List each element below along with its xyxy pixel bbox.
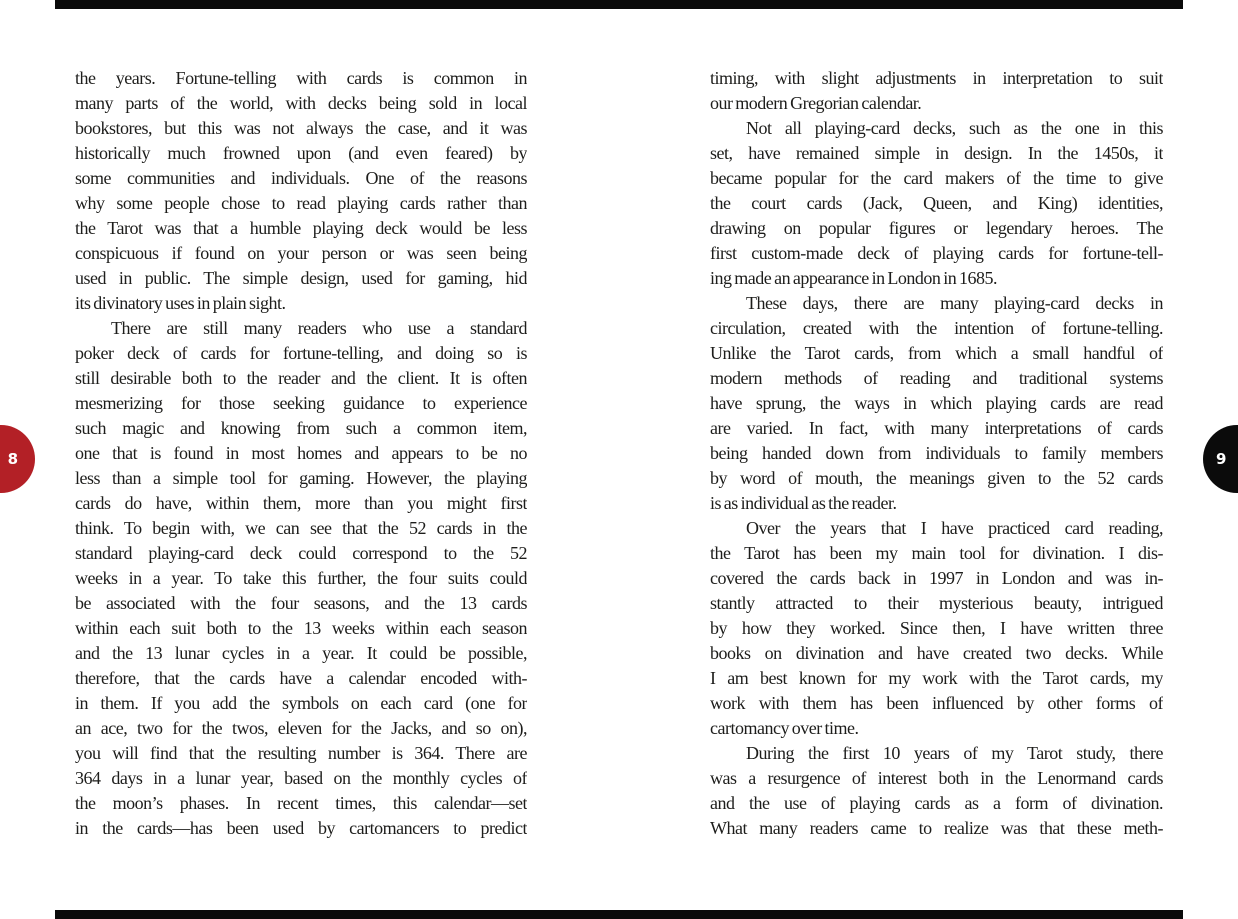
right-page-number-badge [1203, 425, 1238, 493]
text-line: think. To begin with, we can see that the 52 cards in the [75, 518, 527, 538]
text-line: is as individual as the reader. [710, 493, 897, 513]
text-line: There are still many readers who use a standard [111, 318, 527, 338]
text-line: drawing on popular figures or legendary heroes. The [710, 218, 1163, 238]
text-line: I am best known for my work with the Tarot cards, my [710, 668, 1163, 688]
text-line: one that is found in most homes and appears to be no [75, 443, 527, 463]
text-line: our modern Gregorian calendar. [710, 93, 922, 113]
text-line: first custom-made deck of playing cards for fortune-tell- [710, 243, 1163, 263]
text-line: cards do have, within them, more than you might first [75, 493, 527, 513]
text-line: the court cards (Jack, Queen, and King) identities, [710, 193, 1163, 213]
text-line: set, have remained simple in design. In the 1450s, it [710, 143, 1163, 163]
text-line: became popular for the card makers of the time to give [710, 168, 1163, 188]
text-line: Unlike the Tarot cards, from which a small handful of [710, 343, 1163, 363]
text-line: work with them has been influenced by other forms of [710, 693, 1163, 713]
text-line: the years. Fortune-telling with cards is common in [75, 68, 527, 88]
text-line: was a resurgence of interest both in the Lenormand cards [710, 768, 1163, 788]
text-line: the moon’s phases. In recent times, this calendar—set [75, 793, 527, 813]
text-line: timing, with slight adjustments in interpretation to suit [710, 68, 1163, 88]
text-line: an ace, two for the twos, eleven for the Jacks, and so on), [75, 718, 527, 738]
text-line: and the 13 lunar cycles in a year. It could be possible, [75, 643, 527, 663]
text-line: weeks in a year. To take this further, the four suits could [75, 568, 527, 588]
text-line: circulation, created with the intention of fortune-telling. [710, 318, 1163, 338]
text-line: bookstores, but this was not always the case, and it was [75, 118, 527, 138]
text-line: you will find that the resulting number is 364. There are [75, 743, 527, 763]
text-line: less than a simple tool for gaming. However, the playing [75, 468, 527, 488]
text-line: some communities and individuals. One of the reasons [75, 168, 527, 188]
text-line: its divinatory uses in plain sight. [75, 293, 286, 313]
text-line: Over the years that I have practiced card reading, [746, 518, 1163, 538]
bottom-bleed-bar [55, 910, 1183, 919]
text-line: in them. If you add the symbols on each card (one for [75, 693, 527, 713]
text-line: These days, there are many playing-card decks in [746, 293, 1163, 313]
text-line: by word of mouth, the meanings given to the 52 cards [710, 468, 1163, 488]
text-line: still desirable both to the reader and the client. It is often [75, 368, 527, 388]
top-bleed-bar [55, 0, 1183, 9]
left-page-number-badge [0, 425, 35, 493]
text-line: many parts of the world, with decks being sold in local [75, 93, 527, 113]
text-line: What many readers came to realize was that these meth- [710, 818, 1163, 838]
text-line: historically much frowned upon (and even feared) by [75, 143, 527, 163]
text-line: cartomancy over time. [710, 718, 859, 738]
text-line: books on divination and have created two decks. While [710, 643, 1163, 663]
text-line: therefore, that the cards have a calendar encoded with- [75, 668, 527, 688]
text-line: ing made an appearance in London in 1685. [710, 268, 997, 288]
text-line: such magic and knowing from such a common item, [75, 418, 527, 438]
text-line: used in public. The simple design, used for gaming, hid [75, 268, 527, 288]
text-line: mesmerizing for those seeking guidance to experience [75, 393, 527, 413]
text-line: conspicuous if found on your person or was seen being [75, 243, 527, 263]
left-page-number: 8 [7, 450, 18, 468]
text-line: in the cards—has been used by cartomancers to predict [75, 818, 527, 838]
text-line: 364 days in a lunar year, based on the monthly cycles of [75, 768, 527, 788]
right-page-text-column [710, 66, 1163, 841]
text-line: poker deck of cards for fortune-telling, and doing so is [75, 343, 527, 363]
text-line: be associated with the four seasons, and the 13 cards [75, 593, 527, 613]
text-line: During the first 10 years of my Tarot study, there [746, 743, 1163, 763]
text-line: by how they worked. Since then, I have written three [710, 618, 1163, 638]
text-line: modern methods of reading and traditional systems [710, 368, 1163, 388]
text-line: why some people chose to read playing cards rather than [75, 193, 527, 213]
text-line: within each suit both to the 13 weeks within each season [75, 618, 527, 638]
text-line: stantly attracted to their mysterious beauty, intrigued [710, 593, 1163, 613]
text-line: the Tarot was that a humble playing deck would be less [75, 218, 527, 238]
text-line: and the use of playing cards as a form of divination. [710, 793, 1163, 813]
right-page-number: 9 [1216, 450, 1227, 468]
text-line: are varied. In fact, with many interpretations of cards [710, 418, 1163, 438]
text-line: Not all playing-card decks, such as the one in this [746, 118, 1163, 138]
text-line: have sprung, the ways in which playing cards are read [710, 393, 1163, 413]
text-line: standard playing-card deck could correspond to the 52 [75, 543, 527, 563]
text-line: being handed down from individuals to family members [710, 443, 1163, 463]
text-line: the Tarot has been my main tool for divination. I dis- [710, 543, 1163, 563]
left-page-text-column [75, 66, 527, 841]
text-line: covered the cards back in 1997 in London and was in- [710, 568, 1163, 588]
